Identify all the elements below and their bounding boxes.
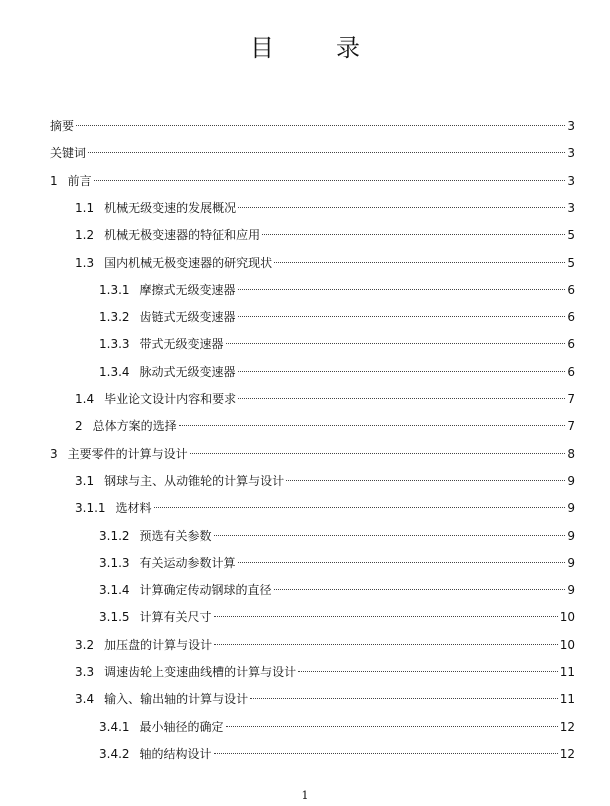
toc-entry-label — [75, 495, 152, 521]
dot-leader — [226, 343, 566, 344]
toc-entry-text: 有关运动参数计算 — [139, 555, 236, 570]
toc-entry[interactable] — [75, 222, 575, 248]
toc-entry[interactable] — [99, 277, 575, 303]
toc-entry-number: 3.4 — [75, 692, 95, 707]
toc-entry-page: 9 — [567, 555, 575, 570]
toc-entry-text: 输入、输出轴的计算与设计 — [104, 692, 249, 707]
toc-entry[interactable] — [75, 632, 575, 658]
toc-entry-label — [99, 577, 272, 603]
dot-leader — [262, 234, 565, 235]
toc-entry-number: 3.1 — [75, 473, 95, 488]
toc-entry-text: 国内机械无极变速器的研究现状 — [104, 255, 273, 270]
dot-leader — [88, 152, 565, 153]
toc-entry-page: 6 — [567, 337, 575, 352]
toc-entry-page: 7 — [567, 419, 575, 434]
dot-leader — [238, 207, 565, 208]
toc-entry-number: 1.3.3 — [99, 337, 130, 352]
toc-entry-label — [99, 523, 212, 549]
toc-entry-text: 计算确定传动钢球的直径 — [139, 583, 272, 598]
toc-entry-page: 12 — [559, 719, 575, 734]
toc-entry-page: 6 — [567, 364, 575, 379]
toc-entry-number: 2 — [75, 419, 83, 434]
toc-entry-number: 3.1.1 — [75, 501, 106, 516]
toc-entry-number: 1.4 — [75, 392, 95, 406]
dot-leader — [250, 698, 558, 699]
toc-entry-page: 8 — [567, 446, 575, 461]
toc-entry-page: 6 — [567, 282, 575, 297]
dot-leader — [286, 480, 565, 481]
toc-entry-text: 加压盘的计算与设计 — [104, 637, 213, 652]
toc-entry-text: 调速齿轮上变速曲线槽的计算与设计 — [104, 665, 297, 679]
toc-entry-number: 3.4.2 — [99, 746, 130, 761]
title-char-left: 目 — [250, 34, 274, 62]
toc-entry-text: 轴的结构设计 — [139, 746, 212, 761]
toc-entry-number: 1.3.4 — [99, 364, 130, 379]
toc-entry-page: 3 — [567, 200, 575, 215]
toc-entry-label — [99, 359, 236, 385]
dot-leader — [76, 125, 565, 126]
toc-entry-text: 最小轴径的确定 — [139, 719, 224, 734]
toc-entry-label — [50, 140, 86, 166]
toc-entry-label — [75, 413, 177, 439]
toc-entry-page: 12 — [559, 746, 575, 761]
dot-leader — [274, 589, 566, 590]
toc-entry-label — [75, 686, 248, 712]
toc-entry[interactable] — [99, 523, 575, 549]
toc-entry-text: 摩擦式无级变速器 — [139, 282, 236, 297]
toc-entry-number: 3.1.3 — [99, 555, 130, 570]
toc-entry-label — [99, 741, 212, 767]
toc-entry[interactable] — [75, 250, 575, 276]
toc-entry-label — [75, 659, 296, 685]
page-title — [0, 28, 610, 63]
toc-entry-page: 7 — [567, 392, 575, 406]
toc-entry-text: 机械无级变速的发展概况 — [104, 200, 237, 215]
toc-entry-text: 带式无级变速器 — [139, 337, 224, 352]
toc-entry-number: 1 — [50, 173, 58, 188]
toc-entry[interactable] — [50, 140, 575, 166]
toc-entry[interactable] — [75, 386, 575, 412]
toc-entry-text: 摘要 — [50, 119, 75, 133]
toc-entry-number: 1.3.2 — [99, 310, 130, 325]
toc-entry-label — [50, 441, 188, 467]
dot-leader — [238, 371, 566, 372]
toc-entry-label — [75, 386, 236, 412]
toc-entry-text: 脉动式无级变速器 — [139, 364, 236, 379]
toc-entry-number: 1.3.1 — [99, 282, 130, 297]
toc-entry-text: 齿链式无级变速器 — [139, 310, 236, 325]
toc-entry-number: 3.3 — [75, 665, 95, 679]
toc-entry[interactable] — [75, 468, 575, 494]
toc-entry-number: 3.2 — [75, 637, 95, 652]
toc-entry-page: 10 — [559, 610, 575, 625]
toc-entry-text: 总体方案的选择 — [92, 419, 177, 434]
toc-entry-label — [75, 222, 260, 248]
toc-entry-text: 前言 — [67, 173, 92, 188]
toc-entry-page: 5 — [567, 228, 575, 243]
toc-entry[interactable] — [99, 359, 575, 385]
dot-leader — [238, 398, 565, 399]
toc-entry[interactable] — [75, 195, 575, 221]
dot-leader — [214, 616, 558, 617]
toc-entry-page: 10 — [559, 637, 575, 652]
toc-entry-label — [75, 632, 212, 658]
toc-entry-label — [99, 550, 236, 576]
title-char-right: 录 — [336, 34, 360, 62]
toc-entry-page: 9 — [567, 583, 575, 598]
toc-entry[interactable] — [99, 550, 575, 576]
toc-entry-text: 钢球与主、从动锥轮的计算与设计 — [104, 473, 285, 488]
toc-entry-page: 11 — [559, 692, 575, 707]
toc-entry-number: 1.2 — [75, 228, 95, 243]
dot-leader — [274, 262, 565, 263]
toc-entry-page: 9 — [567, 501, 575, 516]
toc-entry-label — [75, 195, 236, 221]
toc-entry-page: 9 — [567, 473, 575, 488]
toc-entry-page: 5 — [567, 255, 575, 270]
toc-entry-text: 毕业论文设计内容和要求 — [104, 392, 237, 406]
toc-entry-page: 11 — [559, 665, 575, 679]
dot-leader — [238, 562, 566, 563]
toc-entry[interactable] — [99, 604, 575, 630]
toc-entry[interactable] — [75, 495, 575, 521]
toc-entry[interactable] — [99, 714, 575, 740]
toc-entry[interactable] — [99, 577, 575, 603]
dot-leader — [154, 507, 566, 508]
dot-leader — [214, 753, 558, 754]
toc-entry-text: 选材料 — [115, 501, 152, 516]
toc-entry[interactable] — [75, 686, 575, 712]
toc-entry-page: 3 — [567, 119, 575, 133]
dot-leader — [94, 180, 566, 181]
toc-entry-page: 3 — [567, 173, 575, 188]
toc-entry-number: 3.1.2 — [99, 528, 130, 543]
toc-entry[interactable] — [99, 304, 575, 330]
toc-entry[interactable] — [75, 413, 575, 439]
toc-entry-text: 机械无极变速器的特征和应用 — [104, 228, 261, 243]
toc-entry-label — [99, 331, 224, 357]
toc-entry-label — [50, 168, 92, 194]
toc-entry-label — [50, 113, 74, 139]
toc-entry-label — [99, 714, 224, 740]
page-number: 1 — [301, 789, 309, 802]
dot-leader — [238, 316, 566, 317]
toc-entry-number: 3.4.1 — [99, 719, 130, 734]
toc-entry-label — [75, 468, 284, 494]
toc-entry-page: 6 — [567, 310, 575, 325]
dot-leader — [214, 644, 558, 645]
toc-entry-label — [99, 604, 212, 630]
toc-entry[interactable] — [50, 168, 575, 194]
dot-leader — [190, 453, 566, 454]
toc-entry-number: 3.1.4 — [99, 583, 130, 598]
toc-entry[interactable] — [99, 331, 575, 357]
toc-entry-text: 关键词 — [50, 146, 87, 161]
toc-entry-number: 1.3 — [75, 255, 95, 270]
toc-entry-number: 1.1 — [75, 200, 95, 215]
toc-entry-number: 3 — [50, 446, 58, 461]
dot-leader — [179, 425, 566, 426]
dot-leader — [238, 289, 566, 290]
toc-entry[interactable] — [75, 659, 575, 685]
toc-entry-text: 计算有关尺寸 — [139, 610, 212, 625]
dot-leader — [214, 535, 566, 536]
toc-entry-page: 9 — [567, 528, 575, 543]
toc-entry-label — [99, 304, 236, 330]
toc-entry-text: 主要零件的计算与设计 — [67, 446, 188, 461]
toc-entry-label — [99, 277, 236, 303]
toc-entry[interactable] — [50, 441, 575, 467]
dot-leader — [298, 671, 558, 672]
toc-entry-page: 3 — [567, 146, 575, 161]
toc-entry-text: 预选有关参数 — [139, 528, 212, 543]
toc-entry-number: 3.1.5 — [99, 610, 130, 625]
toc-entry[interactable] — [99, 741, 575, 767]
dot-leader — [226, 726, 558, 727]
toc-entry-label — [75, 250, 272, 276]
toc-entry[interactable] — [50, 113, 575, 139]
